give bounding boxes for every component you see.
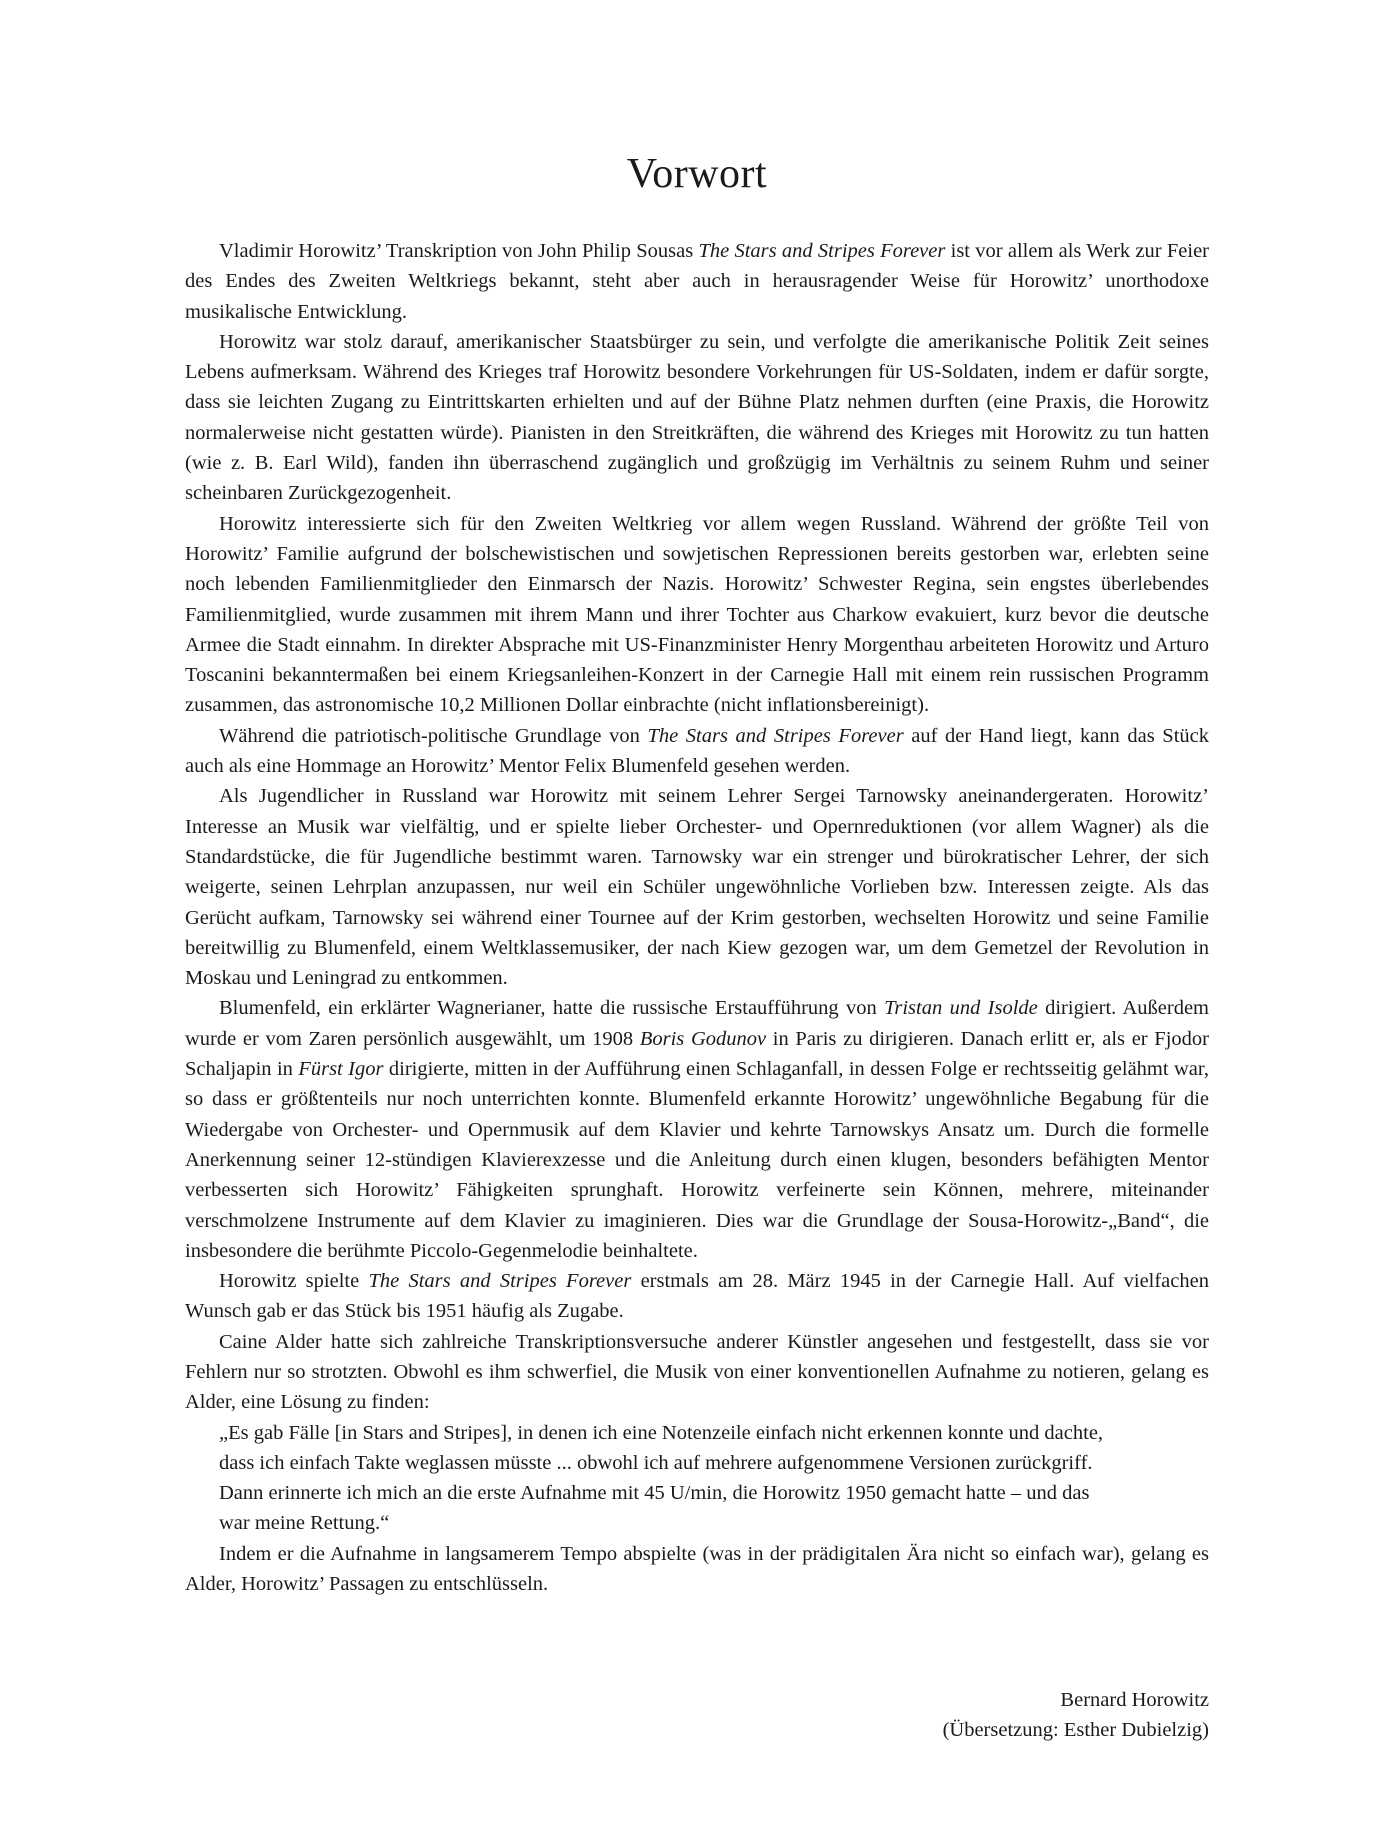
paragraph-6-text-c: dirigiert. Außerdem wurde er vom Zaren persönlich ausgewählt, um 1908	[185, 997, 1210, 1050]
translator-credit: (Übersetzung: Esther Dubielzig)	[942, 1719, 1209, 1741]
paragraph-7-text-c: erstmals am 28. März 1945 in der Carnegie Hall. Auf vielfachen Wunsch gab er das Stück bis 1951 häufig als Zugabe.	[185, 1270, 1209, 1323]
work-title: The Stars and Stripes Forever	[698, 240, 946, 262]
work-title: Tristan und Isolde	[884, 997, 1038, 1020]
paragraph-4	[185, 721, 1209, 782]
paragraph-4-text-c: auf der Hand liegt, kann das Stück auch als eine Hommage an Horowitz’ Mentor Felix Blumenfeld gesehen werden.	[185, 724, 1209, 778]
paragraph-7-text-a: Horowitz spielte	[219, 1270, 369, 1293]
paragraph-6-text-a: Blumenfeld, ein erklärter Wagnerianer, hatte die russische Erstaufführung von	[219, 997, 885, 1020]
paragraph-3: Horowitz interessierte sich für den Zweiten Weltkrieg vor allem wegen Russland. Während der größte Teil von Horowitz’ Familie aufgrund der bolschewistischen und sowjetischen Repressionen bereits gestorben war, erlebten seine noch lebenden Familienmitglieder den Einmarsch der Nazis. Horowitz’ Schwester Regina, sein engstes überlebendes Familienmitglied, wurde zusammen mit ihrem Mann und ihrer Tochter aus Charkow evakuiert, kurz bevor die deutsche Armee die Stadt einnahm. In direkter Absprache mit US-Finanzminister Henry Morgenthau arbeiteten Horowitz und Arturo Toscanini bekanntermaßen bei einem Kriegsanleihen-Konzert in der Carnegie Hall mit einem rein russischen Programm zusammen, das astronomische 10,2 Millionen Dollar einbrachte (nicht inflationsbereinigt).	[185, 512, 1209, 717]
author-name: Bernard Horowitz	[1060, 1689, 1209, 1711]
block-quote	[185, 1418, 1209, 1539]
work-title: Boris Godunov	[639, 1027, 767, 1050]
paragraph-7	[185, 1266, 1209, 1327]
paragraph-2: Horowitz war stolz darauf, amerikanischer Staatsbürger zu sein, und verfolgte die amerikanische Politik Zeit seines Lebens aufmerksam. Während des Krieges traf Horowitz besondere Vorkehrungen für US-Soldaten, indem er dafür sorgte, dass sie leichten Zugang zu Eintrittskarten erhielten und auf der Bühne Platz nehmen durften (eine Praxis, die Horowitz normalerweise nicht gestatten würde). Pianisten in den Streitkräften, die während des Krieges mit Horowitz zu tun hatten (wie z. B. Earl Wild), fanden ihn überraschend zugänglich und großzügig im Verhältnis zu seinem Ruhm und seiner scheinbaren Zurückgezogenheit.	[185, 330, 1209, 505]
quote-line: Dann erinnerte ich mich an die erste Aufnahme mit 45 U/min, die Horowitz 1950 gemacht hatte – und das	[219, 1482, 1090, 1505]
document-body	[185, 236, 1209, 1599]
quote-line: war meine Rettung.“	[219, 1512, 390, 1535]
quote-line: dass ich einfach Takte weglassen müsste ... obwohl ich auf mehrere aufgenommene Versionen zurückgriff.	[219, 1451, 1093, 1474]
paragraph-8: Caine Alder hatte sich zahlreiche Transkriptionsversuche anderer Künstler angesehen und festgestellt, dass sie vor Fehlern nur so strotzten. Obwohl es ihm schwerfiel, die Musik von einer konventionellen Aufnahme zu notieren, gelang es Alder, eine Lösung zu finden:	[185, 1330, 1209, 1414]
paragraph-4-text-a: Während die patriotisch-politische Grundlage von	[219, 724, 648, 747]
paragraph-6	[185, 993, 1209, 1266]
paragraph-6-text-e: in Paris zu dirigieren. Danach erlitt er, als er Fjodor Schaljapin in	[185, 1027, 1209, 1081]
page-title: Vorwort	[626, 151, 768, 197]
signature-block	[809, 1685, 1209, 1745]
work-title: Fürst Igor	[298, 1058, 384, 1081]
paragraph-1-text-c: ist vor allem als Werk zur Feier des Endes des Zweiten Weltkriegs bekannt, steht aber auch in herausragender Weise für Horowitz’ unorthodoxe musikalische Entwicklung.	[185, 240, 1209, 323]
paragraph-1	[185, 236, 1209, 327]
work-title: The Stars and Stripes Forever	[368, 1270, 632, 1293]
work-title: The Stars and Stripes Forever	[647, 724, 904, 747]
paragraph-9: Indem er die Aufnahme in langsamerem Tempo abspielte (was in der prädigitalen Ära nicht so einfach war), gelang es Alder, Horowitz’ Passagen zu entschlüsseln.	[185, 1542, 1209, 1596]
paragraph-6-text-g: dirigierte, mitten in der Aufführung einen Schlaganfall, in dessen Folge er rechtsseitig gelähmt war, so dass er größtenteils nur noch unterrichten konnte. Blumenfeld erkannte Horowitz’ ungewöhnliche Begabung für die Wiedergabe von Orchester- und Opernmusik auf dem Klavier und kehrte Tarnowskys Ansatz um. Durch die formelle Anerkennung seiner 12-stündigen Klavierexzesse und die Anleitung durch einen klugen, besonders befähigten Mentor verbesserten sich Horowitz’ Fähigkeiten sprunghaft. Horowitz verfeinerte sein Können, mehrere, miteinander verschmolzene Instrumente auf dem Klavier zu imaginieren. Dies war die Grundlage der Sousa-Horowitz-„Band“, die insbesondere die berühmte Piccolo-Gegenmelodie beinhaltete.	[185, 1058, 1210, 1262]
quote-line: „Es gab Fälle [in Stars and Stripes], in denen ich eine Notenzeile einfach nicht erkennen konnte und dachte,	[219, 1421, 1104, 1444]
paragraph-1-text-a: Vladimir Horowitz’ Transkription von John Philip Sousas	[219, 240, 699, 262]
paragraph-5: Als Jugendlicher in Russland war Horowitz mit seinem Lehrer Sergei Tarnowsky aneinandergeraten. Horowitz’ Interesse an Musik war vielfältig, und er spielte lieber Orchester- und Opernreduktionen (vor allem Wagner) als die Standardstücke, die für Jugendliche bestimmt waren. Tarnowsky war ein strenger und bürokratischer Lehrer, der sich weigerte, seinen Lehrplan anzupassen, nur weil ein Schüler ungewöhnliche Vorlieben bzw. Interessen zeigte. Als das Gerücht aufkam, Tarnowsky sei während einer Tournee auf der Krim gestorben, wechselten Horowitz und seine Familie bereitwillig zu Blumenfeld, einem Weltklassemusiker, der nach Kiew gezogen war, um dem Gemetzel der Revolution in Moskau und Leningrad zu entkommen.	[185, 785, 1209, 990]
